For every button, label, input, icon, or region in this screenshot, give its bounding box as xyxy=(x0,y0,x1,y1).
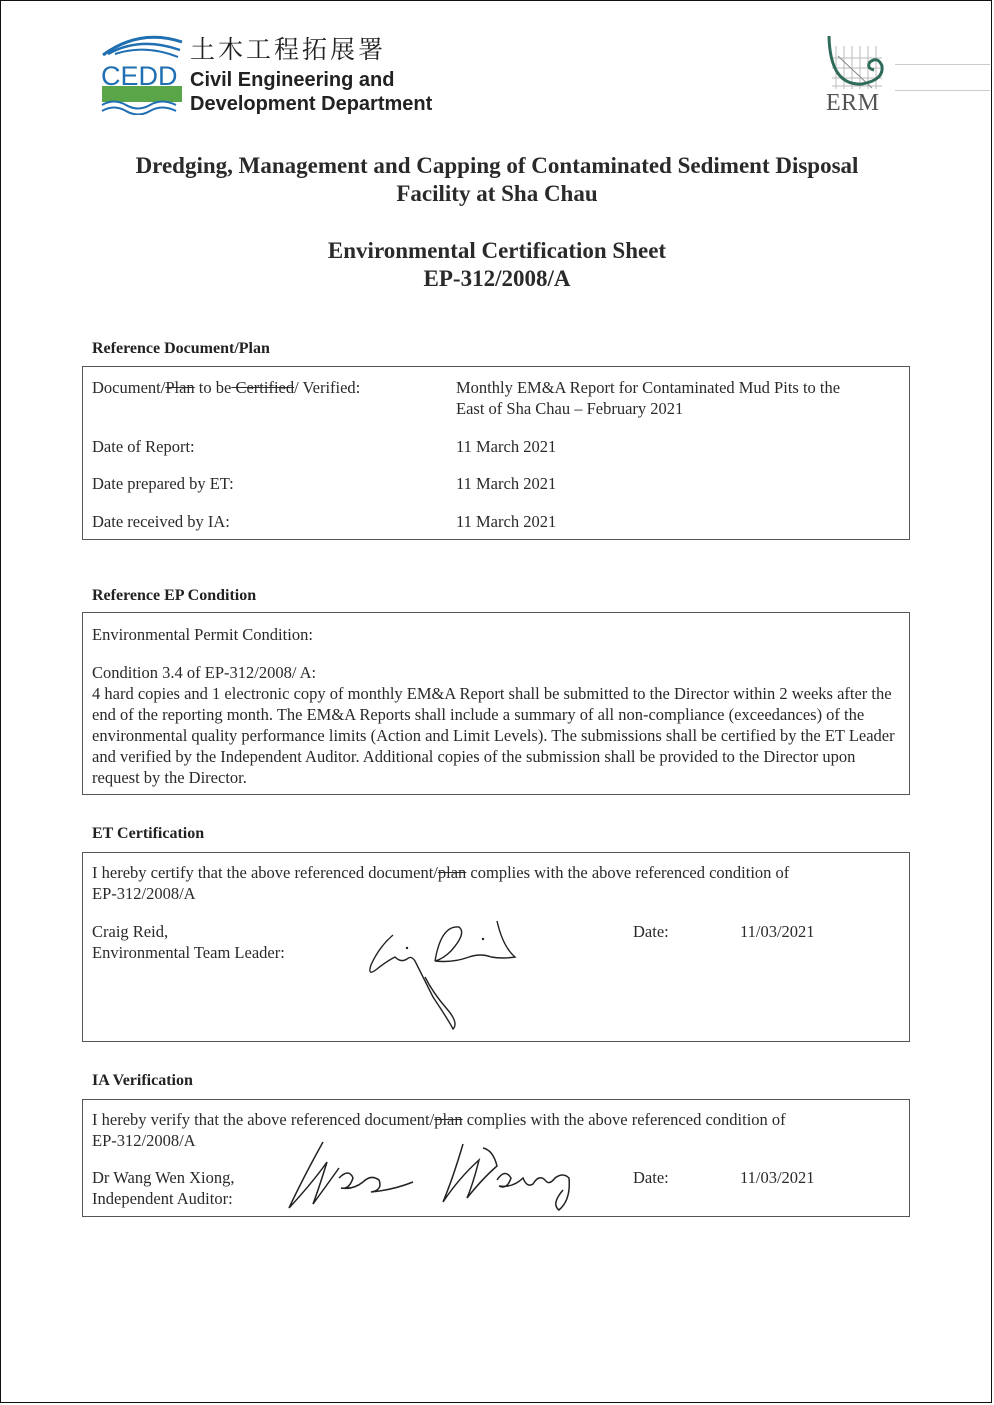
date-received-value: 11 March 2021 xyxy=(456,512,557,531)
date-of-report-label: Date of Report: xyxy=(92,437,195,456)
signatory-role: Environmental Team Leader: xyxy=(92,943,285,962)
erm-logo-icon xyxy=(826,34,888,94)
cedd-logo-abbrev: CEDD xyxy=(101,61,178,91)
condition-text: 4 hard copies and 1 electronic copy of monthly EM&A Report shall be submitted to the Director within 2 weeks after the end of the reporting month. The EM&A Reports shall include a summary of all non-compliance (exceedances) of the environmental quality performance limits (Action and Limit Levels). The submissions shall be certified by the ET Leader and verified by the Independent Auditor. Additional copies of the submission shall be provided to the Director upon request by the Director. xyxy=(92,684,895,787)
label-text: Document/ xyxy=(92,378,166,397)
project-title xyxy=(0,152,994,208)
statement-permit: EP-312/2008/A xyxy=(92,884,196,903)
reference-document-box xyxy=(82,366,910,540)
cedd-logo-icon xyxy=(100,30,185,115)
date-prepared-value: 11 March 2021 xyxy=(456,474,557,493)
project-title-line2: Facility at Sha Chau xyxy=(396,181,598,206)
divider xyxy=(895,90,990,91)
et-signature-icon xyxy=(363,917,523,1033)
statement-text: complies with the above referenced condition of xyxy=(466,863,790,882)
cedd-english-line1: Civil Engineering and xyxy=(190,69,395,91)
cedd-english-name xyxy=(190,68,432,116)
section-heading-et-certification: ET Certification xyxy=(92,825,205,842)
statement-text: complies with the above referenced condition of xyxy=(462,1110,786,1129)
cedd-english-line2: Development Department xyxy=(190,93,433,115)
ia-date-value: 11/03/2021 xyxy=(740,1168,815,1187)
signatory-role: Independent Auditor: xyxy=(92,1189,233,1208)
document-value xyxy=(456,377,840,419)
document-label xyxy=(92,377,360,398)
struck-text: plan xyxy=(437,863,467,882)
section-heading-reference-document: Reference Document/Plan xyxy=(92,340,270,357)
et-statement xyxy=(92,862,902,904)
struck-text: Certified xyxy=(231,378,295,397)
ep-condition-box xyxy=(82,612,910,795)
section-heading-ia-verification: IA Verification xyxy=(92,1072,193,1089)
permit-number: EP-312/2008/A xyxy=(423,266,571,291)
statement-text: I hereby verify that the above referenced document/ xyxy=(92,1110,435,1129)
permit-condition-label: Environmental Permit Condition: xyxy=(92,625,313,644)
sheet-title: Environmental Certification Sheet xyxy=(327,238,667,263)
document-value-line1: Monthly EM&A Report for Contaminated Mud Pits to the xyxy=(456,378,841,397)
cedd-chinese-name: 土木工程拓展署 xyxy=(190,35,387,64)
erm-logo-text: ERM xyxy=(826,90,880,116)
ia-signature-icon xyxy=(283,1138,588,1214)
et-date-value: 11/03/2021 xyxy=(740,922,815,941)
statement-text: I hereby certify that the above referenced document/ xyxy=(92,863,438,882)
date-of-report-value: 11 March 2021 xyxy=(456,437,557,456)
sheet-title-block xyxy=(0,237,994,293)
date-received-label: Date received by IA: xyxy=(92,512,230,531)
struck-text: Plan xyxy=(165,378,195,397)
label-text: / Verified: xyxy=(294,378,361,397)
divider xyxy=(895,64,990,65)
ia-date-label: Date: xyxy=(633,1168,669,1187)
et-date-label: Date: xyxy=(633,922,669,941)
section-heading-ep-condition: Reference EP Condition xyxy=(92,587,257,604)
condition-reference: Condition 3.4 of EP-312/2008/ A: xyxy=(92,663,317,682)
date-prepared-label: Date prepared by ET: xyxy=(92,474,234,493)
struck-text: plan xyxy=(434,1110,463,1129)
signatory-name: Dr Wang Wen Xiong, xyxy=(92,1168,235,1187)
ia-signatory xyxy=(92,1167,234,1209)
et-certification-box xyxy=(82,852,910,1042)
document-value-line2: East of Sha Chau – February 2021 xyxy=(456,399,684,418)
label-text: to be xyxy=(194,378,232,397)
signatory-name: Craig Reid, xyxy=(92,922,169,941)
ia-verification-box xyxy=(82,1099,910,1217)
project-title-line1: Dredging, Management and Capping of Contaminated Sediment Disposal xyxy=(135,153,859,178)
et-signatory xyxy=(92,921,285,963)
statement-permit: EP-312/2008/A xyxy=(92,1131,196,1150)
